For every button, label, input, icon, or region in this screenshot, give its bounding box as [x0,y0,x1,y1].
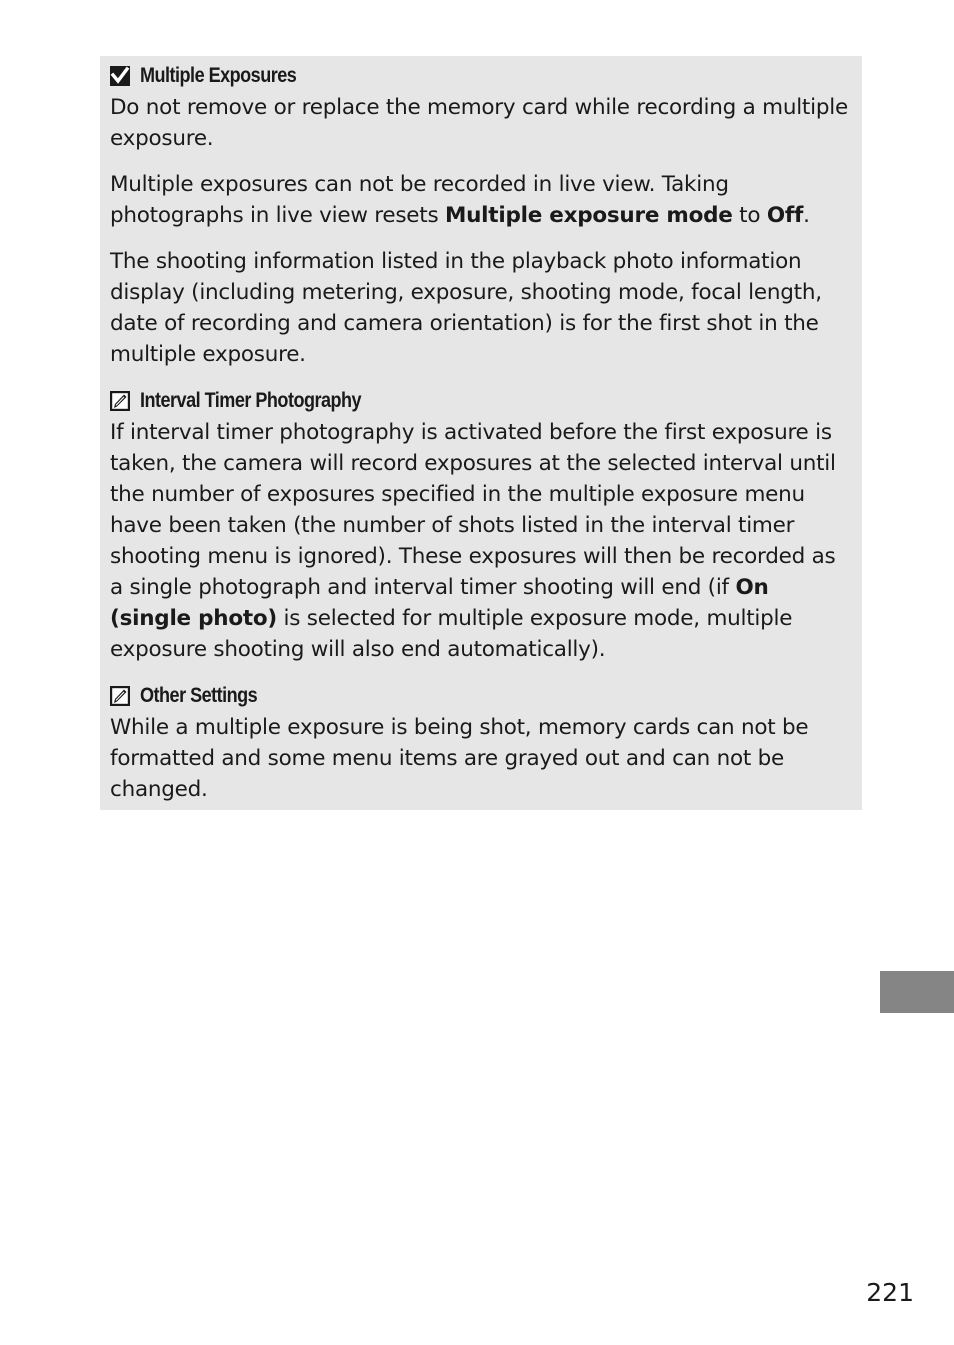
paragraph-text: to [732,203,767,228]
note-paragraph [110,417,852,665]
paragraph-text: Multiple exposures can not be recorded in live view. Taking photographs in live view resets [110,172,729,228]
note-heading [110,60,852,92]
note-title: Interval Timer Photography [140,389,362,412]
paragraph-text: The shooting information listed in the playback photo information display (including metering, exposure, shooting mode, focal length, date of recording and camera orientation) is for the first shot in the multiple exposure. [110,249,822,367]
pencil-icon [110,391,130,411]
note-heading [110,385,852,417]
setting-value: Off [766,203,804,228]
paragraph-text: If interval timer photography is activated before the first exposure is taken, the camera will record exposures at the selected interval until the number of exposures specified in the multiple exposure menu have been taken (the number of shots listed in the interval timer shooting menu is ignored). These exposures will then be recorded as a single photograph and interval timer shooting will end (if [110,420,836,600]
note-interval-timer-photography [110,385,852,665]
note-title: Multiple Exposures [140,64,297,87]
note-paragraph [110,712,852,805]
note-heading [110,680,852,712]
note-paragraph [110,169,852,231]
note-other-settings [110,680,852,805]
note-paragraph [110,92,852,154]
paragraph-text: . [803,203,810,228]
note-paragraph [110,246,852,370]
section-thumb-tab [880,971,954,1013]
check-icon [110,66,130,86]
page-number: 221 [866,1278,914,1307]
notes-box [100,56,862,810]
pencil-icon [110,686,130,706]
note-multiple-exposures [110,60,852,370]
note-title: Other Settings [140,684,258,707]
setting-name: Multiple exposure mode [444,203,733,228]
paragraph-text: Do not remove or replace the memory card while recording a multiple exposure. [110,95,848,151]
paragraph-text: is selected for multiple exposure mode, multiple exposure shooting will also end automatically). [110,606,793,662]
paragraph-text: While a multiple exposure is being shot, memory cards can not be formatted and some menu items are grayed out and can not be changed. [110,715,809,802]
setting-value: On (single photo) [110,575,769,631]
